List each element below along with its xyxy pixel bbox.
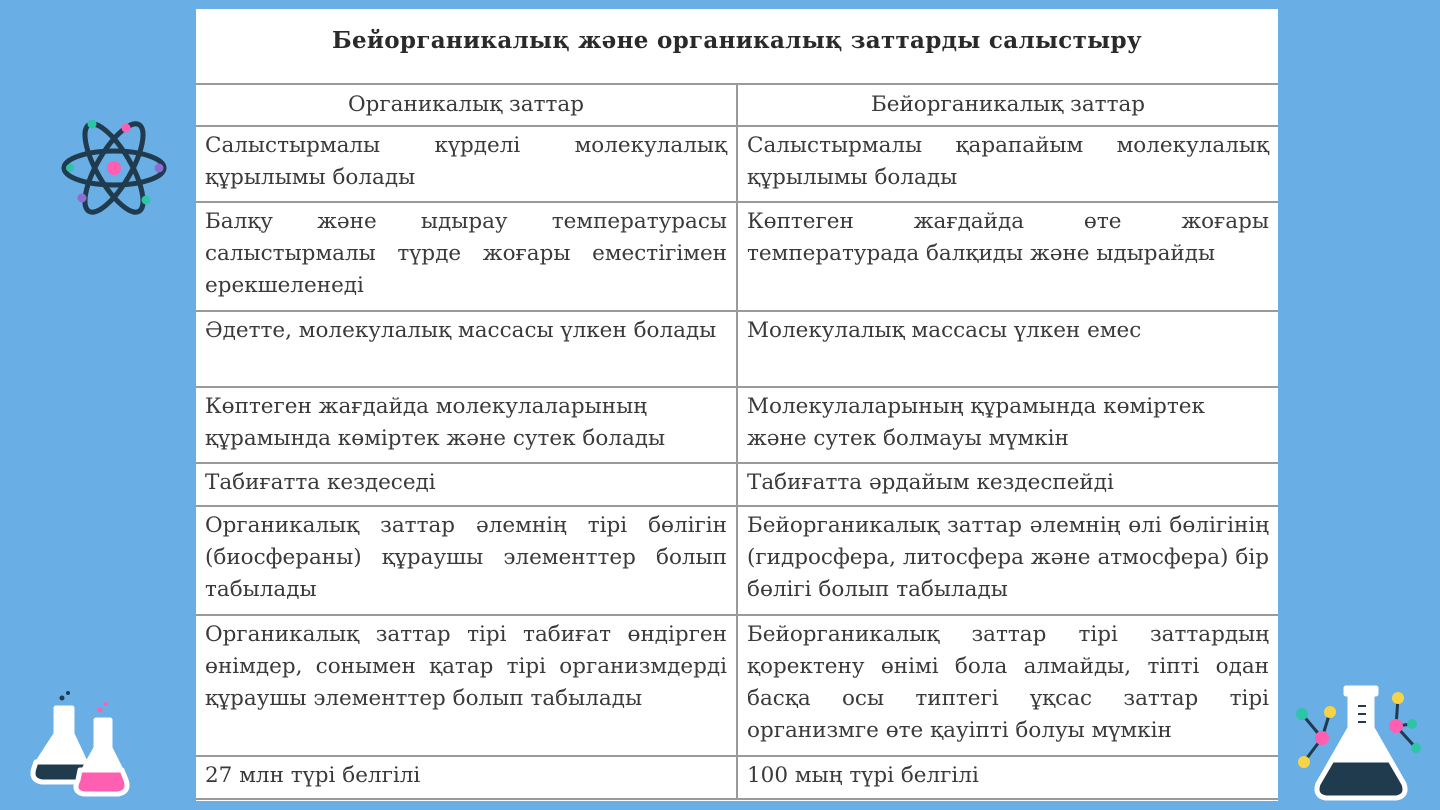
table-row [196,311,1278,387]
table-row [196,615,1278,756]
cell-inorganic: Көптеген жағдайда өте жоғары температурада балқиды және ыдырайды [737,202,1278,311]
cell-inorganic: Табиғатта әрдайым кездеспейді [737,463,1278,506]
cell-inorganic: Молекулаларының құрамында көміртек және сутек болмауы мүмкін [737,387,1278,463]
cell-organic: 27 млн түрі белгілі [196,756,737,799]
comparison-table [196,83,1278,800]
atom-icon [58,108,170,228]
header-organic: Органикалық заттар [196,84,737,126]
document-page [196,9,1278,801]
cell-organic: Органикалық заттар тірі табиғат өндірген өнімдер, сонымен қатар тірі организмдерді құраушы элементтер болып табылады [196,615,737,756]
table-row [196,463,1278,506]
cell-organic: Органикалық заттар әлемнің тірі бөлігін (биосфераны) құраушы элементтер болып табылады [196,506,737,615]
flask-molecule-icon [1292,684,1428,804]
flasks-icon [26,690,138,802]
cell-inorganic: Бейорганикалық заттар тірі заттардың қоректену өнімі бола алмайды, тіпті одан басқа осы типтегі ұқсас заттар тірі организмге өте қауіпті болуы мүмкін [737,615,1278,756]
cell-organic: Табиғатта кездеседі [196,463,737,506]
table-header-row [196,84,1278,126]
page-title: Бейорганикалық және органикалық заттарды салыстыру [332,27,1142,54]
table-row [196,387,1278,463]
cell-inorganic: Молекулалық массасы үлкен емес [737,311,1278,387]
table-row [196,756,1278,799]
table-row [196,506,1278,615]
cell-inorganic: Салыстырмалы қарапайым молекулалық құрылымы болады [737,126,1278,202]
cell-organic: Балқу және ыдырау температурасы салыстырмалы түрде жоғары еместігімен ерекшеленеді [196,202,737,311]
table-row [196,202,1278,311]
cell-inorganic: Бейорганикалық заттар әлемнің өлі бөлігінің (гидросфера, литосфера және атмосфера) бір бөлігі болып табылады [737,506,1278,615]
cell-organic: Салыстырмалы күрделі молекулалық құрылымы болады [196,126,737,202]
header-inorganic: Бейорганикалық заттар [737,84,1278,126]
cell-inorganic: 100 мың түрі белгілі [737,756,1278,799]
cell-organic: Әдетте, молекулалық массасы үлкен болады [196,311,737,387]
table-row [196,126,1278,202]
cell-organic: Көптеген жағдайда молекулаларының құрамында көміртек және сутек болады [196,387,737,463]
